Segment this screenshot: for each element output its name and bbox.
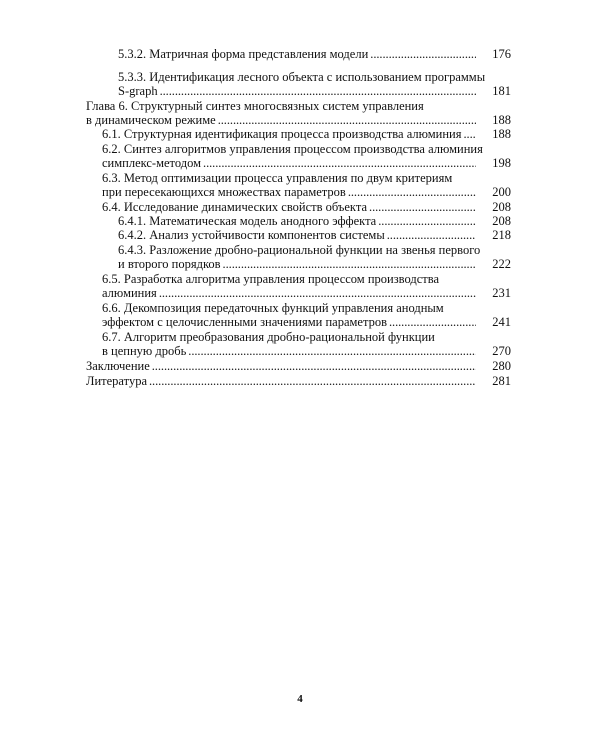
dot-leader <box>159 286 476 300</box>
dot-leader <box>203 156 476 170</box>
toc-page-number: 231 <box>492 286 511 300</box>
toc-entry-title: 6.7. Алгоритм преобразования дробно-рациональной функции <box>102 330 435 344</box>
toc-entry-last-line <box>102 200 478 214</box>
toc-page-number: 188 <box>492 127 511 141</box>
toc-entry-title: Литература <box>86 374 147 388</box>
dot-leader <box>378 214 476 228</box>
toc-page-number: 222 <box>492 257 511 271</box>
toc-entry-last-line <box>102 344 478 358</box>
toc-page-number: 188 <box>492 113 511 127</box>
toc-page-number: 270 <box>492 344 511 358</box>
toc-entry-title: Заключение <box>86 359 150 373</box>
dot-leader <box>389 315 476 329</box>
toc-entry-title: 6.3. Метод оптимизации процесса управления по двум критериям <box>102 171 453 185</box>
toc-page-number: 241 <box>492 315 511 329</box>
toc-entry-last-line <box>102 315 478 329</box>
toc-entry-last-line <box>118 228 478 242</box>
toc-entry-last-line <box>86 374 478 388</box>
dot-leader <box>149 374 476 388</box>
dot-leader <box>387 228 476 242</box>
toc-entry-title: 5.3.3. Идентификация лесного объекта с использованием программы <box>118 70 486 84</box>
toc-entry-title: 6.1. Структурная идентификация процесса производства алюминия <box>102 127 462 141</box>
toc-entry-title: 6.4.2. Анализ устойчивости компонентов системы <box>118 228 385 242</box>
dot-leader <box>160 84 476 98</box>
toc-page-number: 200 <box>492 185 511 199</box>
toc-entry-last-line <box>102 127 478 141</box>
dot-leader <box>348 185 476 199</box>
toc-entry-title: 6.6. Декомпозиция передаточных функций управления анодным <box>102 301 444 315</box>
toc-entry-title: в динамическом режиме <box>86 113 216 127</box>
toc-entry-title: 5.3.2. Матричная форма представления модели <box>118 47 369 61</box>
toc-entry-title: 6.2. Синтез алгоритмов управления процессом производства алюминия <box>102 142 483 156</box>
toc-entry-title: и второго порядков <box>118 257 221 271</box>
toc-page-number: 208 <box>492 214 511 228</box>
toc-entry-last-line <box>102 185 478 199</box>
toc-entry-title: Глава 6. Структурный синтез многосвязных систем управления <box>86 99 424 113</box>
toc-entry-title: S-graph <box>118 84 158 98</box>
page-number: 4 <box>297 693 303 705</box>
dot-leader <box>223 257 476 271</box>
toc-entry-last-line <box>102 156 478 170</box>
toc-entry-last-line <box>86 359 478 373</box>
toc-entry-title: при пересекающихся множествах параметров <box>102 185 346 199</box>
toc-entry-title: в цепную дробь <box>102 344 187 358</box>
toc-entry-title: 6.4.1. Математическая модель анодного эффекта <box>118 214 377 228</box>
toc-entry-last-line <box>118 84 478 98</box>
dot-leader <box>218 113 476 127</box>
toc-page-number: 280 <box>492 359 511 373</box>
toc-page-number: 218 <box>492 228 511 242</box>
toc-page-number: 208 <box>492 200 511 214</box>
toc-entry-title: 6.4.3. Разложение дробно-рациональной функции на звенья первого <box>118 243 481 257</box>
toc-entry-title: симплекс-методом <box>102 156 202 170</box>
toc-entry-last-line <box>118 214 478 228</box>
toc-entry-last-line <box>102 286 478 300</box>
toc-entry-title: 6.4. Исследование динамических свойств объекта <box>102 200 368 214</box>
toc-page-number: 281 <box>492 374 511 388</box>
toc-page-number: 176 <box>492 47 511 61</box>
toc-entry-title: алюминия <box>102 286 157 300</box>
dot-leader <box>370 47 476 61</box>
toc-entry-title: эффектом с целочисленными значениями параметров <box>102 315 387 329</box>
dot-leader <box>152 359 476 373</box>
dot-leader <box>464 127 477 141</box>
toc-entry-title: 6.5. Разработка алгоритма управления процессом производства <box>102 272 440 286</box>
toc-page-number: 181 <box>492 84 511 98</box>
toc-entry-last-line <box>86 113 478 127</box>
toc-entry-last-line <box>118 257 478 271</box>
toc-page-number: 198 <box>492 156 511 170</box>
dot-leader <box>188 344 476 358</box>
toc-entry-last-line <box>118 47 478 61</box>
dot-leader <box>369 200 476 214</box>
